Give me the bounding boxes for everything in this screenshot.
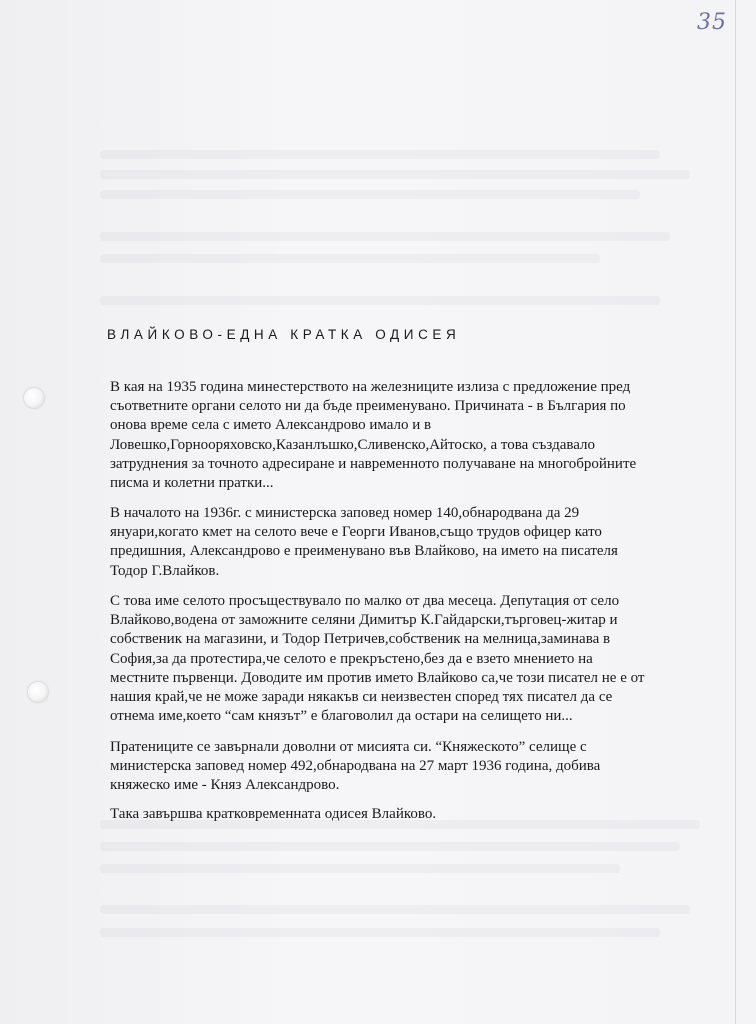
punch-hole: [28, 682, 48, 702]
text-line: С това име селото просъществувало по малко от два месеца. Депутация от село: [110, 593, 620, 609]
bleed-through-text: [100, 905, 690, 914]
text-line: Влайково,водена от заможните селяни Димитър К.Гайдарски,търговец-житар и: [110, 612, 618, 629]
text-line: княжеско име - Княз Александрово.: [110, 777, 340, 794]
bleed-through-text: [100, 150, 660, 159]
text-line: предишния, Александрово е преименувано във Влайково, на името на писателя: [110, 543, 618, 560]
text-line: затруднения за точното адресиране и навременното получаване на многобройните: [110, 455, 637, 472]
bleed-through-text: [100, 170, 690, 179]
bleed-through-text: [100, 190, 640, 199]
paragraph-5: [110, 805, 710, 824]
paragraph-2: [110, 504, 710, 581]
bleed-through-text: [100, 296, 660, 305]
punch-hole: [24, 388, 44, 408]
text-line: В началото на 1936г. с министерска заповед номер 140,обнародвана да 29: [110, 505, 580, 521]
text-line: В кая на 1935 година минестерството на железниците излиза с предложение пред: [110, 379, 631, 395]
bleed-through-text: [100, 928, 660, 937]
text-line: отнема име,което “сам князът” е благоволил да остари на селището ни...: [110, 708, 573, 725]
text-line: собственик на магазини, и Тодор Петричев,собственик на мелница,заминава в: [110, 631, 611, 648]
bleed-through-text: [100, 842, 680, 851]
paragraph-1: [110, 378, 710, 493]
text-line: София,за да протестира,че селото е прекръстено,без да е взето мнението на: [110, 650, 593, 667]
text-line: местните първенци. Доводите им против името Влайково са,че този писател не е от: [110, 669, 645, 686]
text-line: януари,когато кмет на селото вече е Георги Иванов,също трудов офицер като: [110, 524, 602, 541]
text-line: съответните органи селото ни да бъде преименувано. Причината - в България по: [110, 398, 626, 415]
bleed-through-text: [100, 232, 670, 241]
paragraph-4: [110, 738, 710, 796]
text-line: министерска заповед номер 492,обнародвана на 27 март 1936 година, добива: [110, 758, 601, 775]
text-line: Ловешко,Горнооряховско,Казанлъшко,Сливенско,Айтоско, а това създавало: [110, 436, 596, 453]
page-edge-line: [735, 0, 736, 1024]
text-line: онова време села с името Александрово имало и в: [110, 417, 432, 434]
document-title: ВЛАЙКОВО-ЕДНА КРАТКА ОДИСЕЯ: [107, 327, 461, 342]
text-line: писма и колетни пратки...: [110, 475, 274, 492]
text-line: Пратениците се завърнали доволни от мисията си. “Княжеското” селище с: [110, 739, 587, 755]
bleed-through-text: [100, 254, 600, 263]
text-line: Така завършва кратковременната одисея Влайково.: [110, 806, 437, 822]
bleed-through-text: [100, 864, 620, 873]
text-line: нашия край,че не може заради някакъв си неизвестен според тях писател да се: [110, 689, 613, 706]
paragraph-3: [110, 592, 710, 726]
page-number: 35: [697, 10, 727, 35]
text-line: Тодор Г.Влайков.: [110, 562, 220, 579]
